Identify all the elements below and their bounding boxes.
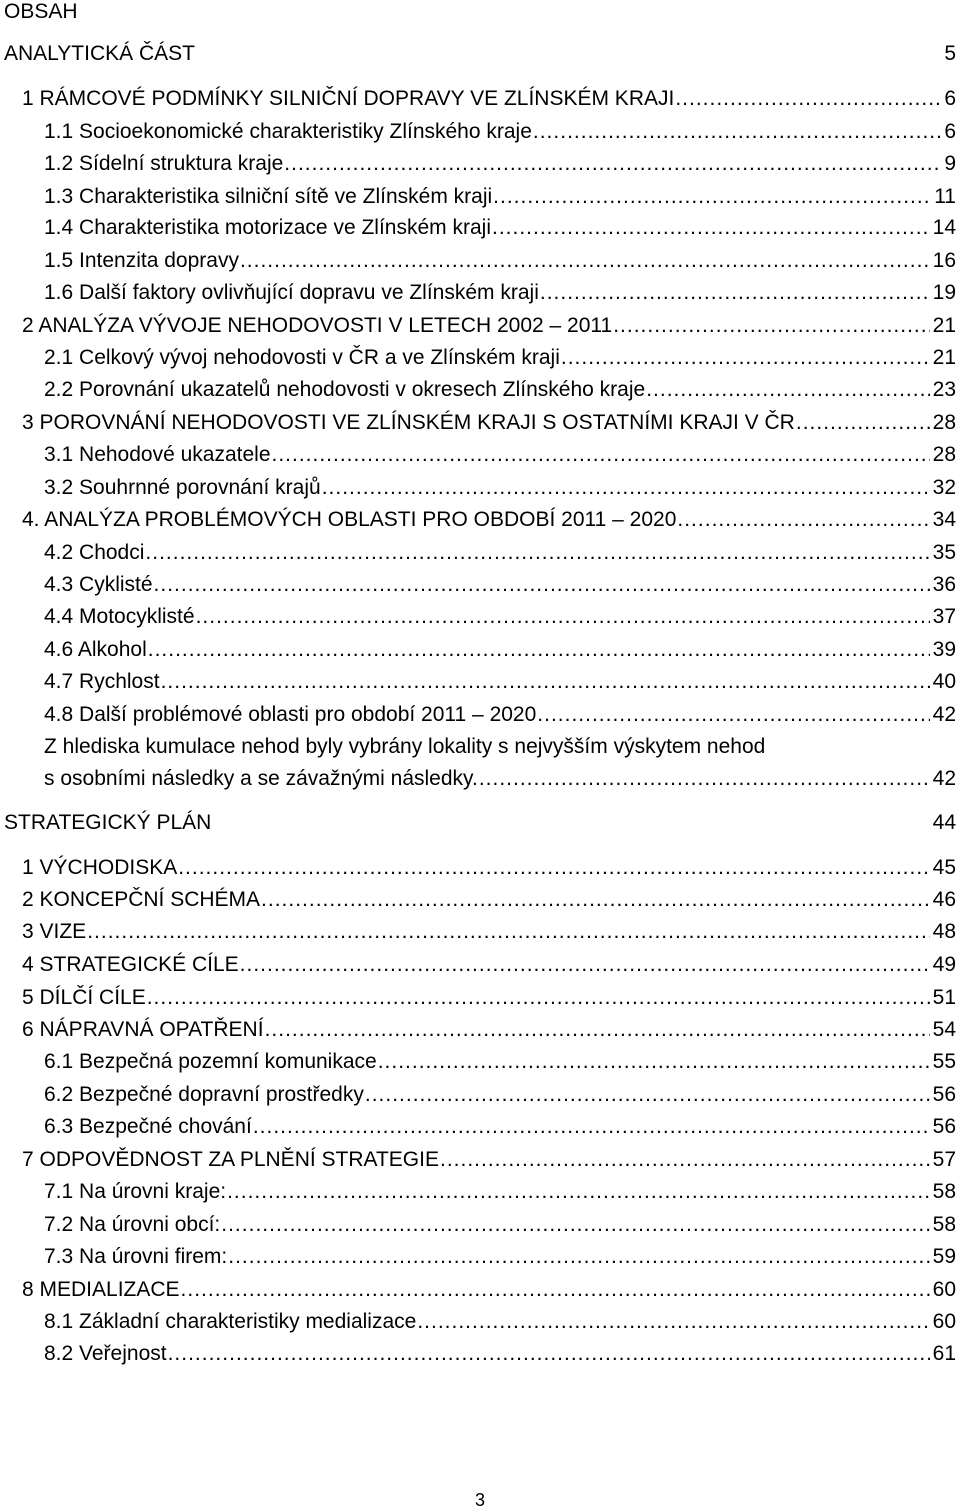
section-strategic[interactable] [4,811,956,835]
dot-leader [240,951,930,979]
dot-leader [492,214,930,242]
toc-entry[interactable] [22,1276,956,1304]
toc-entry[interactable] [22,409,956,437]
toc-entry-page: 39 [932,638,956,661]
toc-entry-title: 2.1 Celkový vývoj nehodovosti v ČR a ve Zlínském kraji [44,346,560,369]
toc-entry-title: 5 DÍLČÍ CÍLE [22,986,146,1009]
toc-entry-title: 4.4 Motocyklisté [44,605,195,628]
toc-entry[interactable] [22,951,956,979]
dot-leader [493,183,931,211]
toc-entry[interactable] [44,539,956,567]
wrapped-entry-line2[interactable] [44,765,956,793]
toc-entry-title: 4.2 Chodci [44,541,145,564]
section-label: STRATEGICKÝ PLÁN [4,811,212,834]
toc-entry[interactable] [22,85,956,113]
toc-entry[interactable] [22,854,956,882]
toc-entry-title: 6.2 Bezpečné dopravní prostředky [44,1083,364,1106]
toc-entry-title: 1.2 Sídelní struktura kraje [44,152,284,175]
toc-entry-page: 21 [932,314,956,337]
toc-entry[interactable] [44,150,956,178]
toc-entry[interactable] [44,1211,956,1239]
dot-leader [196,603,930,631]
toc-entry[interactable] [44,636,956,664]
dot-leader [161,668,930,696]
toc-entry[interactable] [44,214,956,242]
toc-entry-page: 49 [932,953,956,976]
toc-entry-page: 59 [932,1245,956,1268]
toc-entry[interactable] [44,279,956,307]
toc-entry[interactable] [44,1243,956,1271]
toc-entry[interactable] [44,118,956,146]
toc-entry-page: 23 [932,378,956,401]
dot-leader [378,1048,930,1076]
dot-leader [240,247,930,275]
dot-leader [540,279,930,307]
dot-leader [561,344,930,372]
toc-entry[interactable] [44,474,956,502]
toc-entry-page: 6 [944,87,956,110]
toc-heading: OBSAH [4,0,78,23]
dot-leader [181,1276,930,1304]
toc-entry-page: 56 [932,1083,956,1106]
toc-entry-title: 3 POROVNÁNÍ NEHODOVOSTI VE ZLÍNSKÉM KRAJI S OSTATNÍMI KRAJI V ČR [22,411,795,434]
toc-entry-page: 58 [932,1213,956,1236]
toc-entry[interactable] [44,1178,956,1206]
dot-leader [613,312,929,340]
dot-leader [365,1081,930,1109]
toc-entry[interactable] [22,918,956,946]
section-page: 44 [932,811,956,834]
dot-leader [168,1340,930,1368]
toc-entry-title: 6.1 Bezpečná pozemní komunikace [44,1050,377,1073]
dot-leader [261,886,930,914]
toc-entry-title: 3 VIZE [22,920,87,943]
dot-leader [87,918,929,946]
toc-entry-title: 6.3 Bezpečné chování [44,1115,252,1138]
toc-entry[interactable] [22,1146,956,1174]
dot-leader [479,765,930,793]
toc-entry-page: 32 [932,476,956,499]
toc-entry-page: 37 [932,605,956,628]
toc-entry-page: 36 [932,573,956,596]
dot-leader [417,1308,929,1336]
section-page: 5 [944,42,956,65]
toc-entry-title: 8.1 Základní charakteristiky medializace [44,1310,417,1333]
toc-entry[interactable] [44,701,956,729]
toc-entry-title: 6 NÁPRAVNÁ OPATŘENÍ [22,1018,264,1041]
toc-entry-title: 7.3 Na úrovni firem: [44,1245,228,1268]
page-number: 3 [474,1490,485,1510]
toc-entry-page: 55 [932,1050,956,1073]
dot-leader [646,376,929,404]
toc-entry-page: 40 [932,670,956,693]
toc-entry-title: s osobními následky a se závažnými následky. [44,767,478,790]
toc-entry[interactable] [44,247,956,275]
toc-entry[interactable] [44,441,956,469]
toc-entry-title: 3.1 Nehodové ukazatele [44,443,271,466]
toc-entry[interactable] [44,344,956,372]
toc-entry-title: 7.2 Na úrovni obcí: [44,1213,221,1236]
toc-entry[interactable] [44,1048,956,1076]
dot-leader [796,409,930,437]
dot-leader [253,1113,930,1141]
toc-entry[interactable] [44,668,956,696]
dot-leader [440,1146,930,1174]
toc-entry[interactable] [44,1308,956,1336]
toc-entry-page: 54 [932,1018,956,1041]
toc-entry-page: 56 [932,1115,956,1138]
toc-entry-title: 1.1 Socioekonomické charakteristiky Zlínského kraje [44,120,532,143]
toc-entry-page: 14 [932,216,956,239]
dot-leader [533,118,941,146]
dot-leader [178,854,929,882]
section-label: ANALYTICKÁ ČÁST [4,42,195,65]
dot-leader [677,506,929,534]
toc-entry-title: 2.2 Porovnání ukazatelů nehodovosti v okresech Zlínského kraje [44,378,646,401]
dot-leader [221,1211,929,1239]
toc-entry-page: 60 [932,1278,956,1301]
toc-entry-title: 4. ANALÝZA PROBLÉMOVÝCH OBLASTI PRO OBDOBÍ 2011 – 2020 [22,508,677,531]
wrapped-entry-line1[interactable]: Z hlediska kumulace nehod byly vybrány lokality s nejvyšším výskytem nehod [44,735,766,758]
toc-entry[interactable] [44,1113,956,1141]
toc-entry-title: 8.2 Veřejnost [44,1342,167,1365]
toc-entry[interactable] [44,571,956,599]
toc-entry-title: 2 KONCEPČNÍ SCHÉMA [22,888,261,911]
toc-entry-page: 45 [932,856,956,879]
toc-entry-page: 6 [944,120,956,143]
toc-entry-page: 11 [934,185,956,208]
toc-entry-page: 46 [932,888,956,911]
toc-entry-title: 7.1 Na úrovni kraje: [44,1180,227,1203]
toc-entry-page: 58 [932,1180,956,1203]
toc-entry-page: 16 [932,249,956,272]
toc-entry-page: 9 [944,152,956,175]
dot-leader [322,474,930,502]
dot-leader [228,1243,929,1271]
toc-entry[interactable] [44,1081,956,1109]
toc-entry[interactable] [44,1340,956,1368]
dot-leader [227,1178,930,1206]
dot-leader [265,1016,930,1044]
toc-entry-page: 51 [932,986,956,1009]
toc-entry-page: 48 [932,920,956,943]
dot-leader [147,984,930,1012]
toc-entry-page: 34 [932,508,956,531]
toc-entry-page: 28 [932,411,956,434]
dot-leader [272,441,930,469]
dot-leader [145,539,929,567]
toc-entry-title: 3.2 Souhrnné porovnání krajů [44,476,321,499]
toc-entry-title: 2 ANALÝZA VÝVOJE NEHODOVOSTI V LETECH 2002 – 2011 [22,314,613,337]
dot-leader [675,85,941,113]
toc-entry-page: 42 [932,767,956,790]
toc-entry-title: 8 MEDIALIZACE [22,1278,180,1301]
toc-entry-title: 4.8 Další problémové oblasti pro období 2011 – 2020 [44,703,537,726]
dot-leader [154,571,930,599]
dot-leader [537,701,929,729]
toc-entry-page: 35 [932,541,956,564]
dot-leader [148,636,930,664]
toc-entry[interactable] [44,603,956,631]
toc-entry[interactable] [22,886,956,914]
toc-entry[interactable] [22,312,956,340]
toc-entry-page: 61 [932,1342,956,1365]
toc-entry[interactable] [22,984,956,1012]
toc-entry-page: 60 [932,1310,956,1333]
toc-entry-title: 1 RÁMCOVÉ PODMÍNKY SILNIČNÍ DOPRAVY VE ZLÍNSKÉM KRAJI [22,87,675,110]
toc-entry[interactable] [22,506,956,534]
toc-entry-title: 1.6 Další faktory ovlivňující dopravu ve Zlínském kraji [44,281,539,304]
toc-entry-page: 57 [932,1148,956,1171]
toc-entry-title: 4.3 Cyklisté [44,573,153,596]
toc-entry-page: 28 [932,443,956,466]
toc-entry-page: 21 [932,346,956,369]
dot-leader [284,150,941,178]
toc-entry-title: 1.4 Charakteristika motorizace ve Zlínském kraji [44,216,491,239]
toc-entry-title: 1.5 Intenzita dopravy [44,249,239,272]
toc-entry-title: 1 VÝCHODISKA [22,856,178,879]
section-analytic[interactable] [4,42,956,66]
toc-entry-title: 4.7 Rychlost [44,670,160,693]
toc-entry-page: 19 [932,281,956,304]
toc-entry[interactable] [44,183,956,211]
toc-entry-page: 42 [932,703,956,726]
toc-entry-title: 4 STRATEGICKÉ CÍLE [22,953,239,976]
toc-entry-title: 4.6 Alkohol [44,638,147,661]
toc-entry[interactable] [22,1016,956,1044]
toc-entry-title: 1.3 Charakteristika silniční sítě ve Zlínském kraji [44,185,493,208]
toc-entry-title: 7 ODPOVĚDNOST ZA PLNĚNÍ STRATEGIE [22,1148,439,1171]
toc-entry[interactable] [44,376,956,404]
